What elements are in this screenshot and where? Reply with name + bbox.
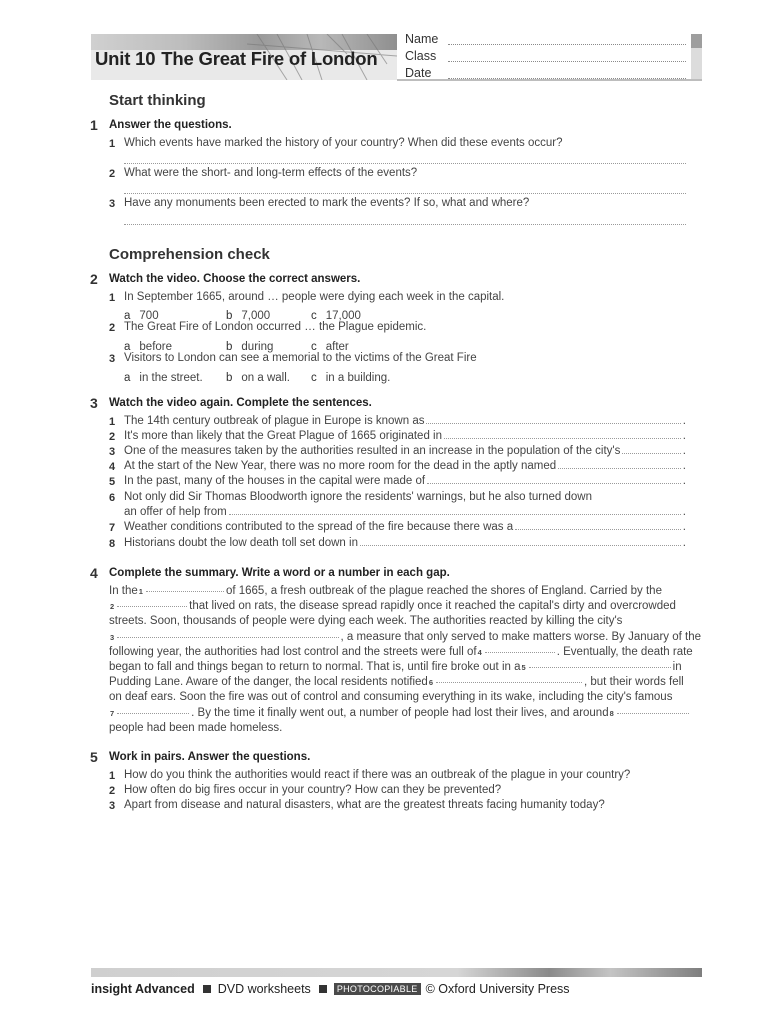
footer-series: DVD worksheets (217, 982, 311, 996)
question-text: Apart from disease and natural disasters, what are the greatest threats facing humanity today? (124, 799, 605, 811)
answer-gap[interactable] (444, 438, 681, 439)
summary-text: In the (109, 585, 138, 597)
answer-gap[interactable] (515, 529, 681, 530)
sentence-text: One of the measures taken by the authorities resulted in an increase in the population of the city's (124, 445, 621, 457)
question-text: What were the short- and long-term effects of the events? (124, 167, 418, 179)
sentence-end: . (682, 415, 686, 427)
option-text: in the street. (139, 372, 203, 384)
summary-gap[interactable] (617, 713, 689, 714)
item-number: 1 (109, 292, 116, 304)
sentence-row (124, 537, 686, 549)
gap-number: 8 (609, 708, 614, 718)
item-number: 1 (109, 138, 116, 150)
answer-gap[interactable] (229, 514, 681, 515)
page-title (95, 48, 377, 70)
sentence-text: Historians doubt the low death toll set down in (124, 537, 358, 549)
summary-text: Pudding Lane. Aware of the danger, the local residents notified (109, 676, 428, 689)
summary-text: , but their words fell (584, 676, 684, 689)
exercise-instruction: Watch the video. Choose the correct answers. (109, 273, 361, 285)
photocopiable-badge: PHOTOCOPIABLE (334, 983, 421, 995)
answer-gap[interactable] (360, 545, 681, 546)
item-number: 2 (109, 168, 116, 180)
summary-text: . Eventually, the death rate (556, 645, 693, 658)
option-text: 7,000 (241, 310, 271, 322)
gap-number: 1 (138, 587, 143, 596)
gap-number: 6 (428, 678, 433, 688)
summary-text: began to fall and things began to return to normal. That is, until fire broke out in a (109, 660, 521, 673)
header-banner (91, 34, 397, 80)
exercise-instruction: Work in pairs. Answer the questions. (109, 751, 311, 763)
footer (91, 982, 570, 996)
gap-number: 4 (477, 647, 482, 657)
exercise-number: 3 (90, 395, 98, 411)
option-text: on a wall. (241, 372, 290, 384)
summary-text: on deaf ears. Soon the fire was out of control and consuming everything in its wake, including the city's famous (109, 691, 673, 704)
item-number: 1 (109, 770, 116, 782)
sentence-end: . (682, 460, 686, 472)
summary-line (109, 721, 701, 736)
sentence-row (124, 430, 686, 442)
option-letter: b (226, 310, 233, 322)
summary-line (109, 599, 701, 614)
exercise-instruction: Watch the video again. Complete the sentences. (109, 397, 372, 409)
summary-line (109, 630, 701, 645)
unit-label: Unit 10 (95, 48, 156, 69)
section-start-thinking: Start thinking (109, 92, 206, 109)
name-field[interactable] (448, 44, 686, 45)
worksheet-title: The Great Fire of London (161, 48, 378, 69)
name-label: Name (405, 32, 439, 46)
answer-line[interactable] (124, 163, 686, 164)
option-letter: a (124, 341, 131, 353)
question-text: In September 1665, around … people were dying each week in the capital. (124, 291, 505, 303)
answer-gap[interactable] (426, 423, 680, 424)
exercise-number: 1 (90, 117, 98, 133)
item-number: 2 (109, 322, 116, 334)
option-letter: a (124, 310, 131, 322)
answer-gap[interactable] (558, 468, 681, 469)
summary-text: that lived on rats, the disease spread rapidly once it reached the capital's dirty and overcrowded (189, 600, 676, 613)
answer-line[interactable] (124, 224, 686, 225)
item-number: 3 (109, 446, 116, 458)
exercise-instruction: Complete the summary. Write a word or a number in each gap. (109, 567, 450, 579)
summary-paragraph (109, 584, 701, 736)
option-text: 17,000 (325, 310, 361, 322)
sentence-end: . (682, 430, 686, 442)
gap-number: 3 (110, 632, 115, 642)
gap-number: 7 (110, 708, 115, 718)
summary-line (109, 706, 701, 721)
item-number: 1 (109, 416, 116, 428)
option-text: 700 (139, 310, 159, 322)
class-field[interactable] (448, 61, 686, 62)
item-number: 2 (109, 785, 116, 797)
answer-line[interactable] (124, 193, 686, 194)
option-letter: a (124, 372, 131, 384)
item-number: 8 (109, 538, 116, 550)
square-bullet-icon (319, 985, 327, 993)
sentence-text: an offer of help from (124, 506, 227, 518)
question-text: Have any monuments been erected to mark the events? If so, what and where? (124, 197, 530, 209)
header-rule (397, 79, 702, 81)
exercise-number: 4 (90, 565, 98, 581)
summary-text: , a measure that only served to make matters worse. By January of the (340, 630, 701, 643)
sentence-text: It's more than likely that the Great Plague of 1665 originated in (124, 430, 442, 442)
item-number: 3 (109, 353, 116, 365)
date-field[interactable] (448, 78, 686, 79)
sentence-end: . (682, 521, 686, 533)
sentence-text: In the past, many of the houses in the capital were made of (124, 475, 426, 487)
option-b[interactable] (226, 368, 290, 386)
summary-gap[interactable] (117, 637, 338, 638)
footer-copyright: © Oxford University Press (425, 982, 570, 996)
sentence-row (124, 475, 686, 487)
exercise-number: 2 (90, 271, 98, 287)
summary-text: people had been made homeless. (109, 721, 283, 734)
option-letter: b (226, 372, 233, 384)
footer-brand: insight Advanced (91, 982, 195, 996)
sentence-row (124, 506, 686, 518)
summary-gap[interactable] (146, 591, 224, 592)
sentence-row (124, 445, 686, 457)
summary-line (109, 660, 701, 675)
option-letter: c (311, 310, 317, 322)
date-label: Date (405, 66, 432, 80)
sentence-end: . (682, 475, 686, 487)
class-label: Class (405, 49, 437, 63)
square-bullet-icon (203, 985, 211, 993)
question-text: Visitors to London can see a memorial to the victims of the Great Fire (124, 352, 477, 364)
item-number: 3 (109, 198, 116, 210)
item-number: 2 (109, 431, 116, 443)
sentence-end: . (682, 537, 686, 549)
summary-gap[interactable] (485, 652, 555, 653)
summary-line (109, 675, 701, 690)
section-comprehension-check: Comprehension check (109, 246, 270, 263)
option-letter: b (226, 341, 233, 353)
question-text: Which events have marked the history of your country? When did these events occur? (124, 137, 563, 149)
question-text: How often do big fires occur in your country? How can they be prevented? (124, 784, 502, 796)
summary-text: of 1665, a fresh outbreak of the plague reached the shores of England. Carried by the (225, 585, 662, 597)
gap-number: 5 (521, 662, 526, 672)
question-text: The Great Fire of London occurred … the Plague epidemic. (124, 321, 427, 333)
summary-gap[interactable] (117, 606, 187, 607)
footer-band (91, 968, 702, 977)
question-text: How do you think the authorities would react if there was an outbreak of the plague in your country? (124, 769, 631, 781)
item-number: 3 (109, 800, 116, 812)
option-text: after (325, 341, 349, 353)
summary-gap[interactable] (529, 667, 671, 668)
option-letter: c (311, 372, 317, 384)
sentence-text: Not only did Sir Thomas Bloodworth ignore the residents' warnings, but he also turned down (124, 491, 592, 503)
sentence-text: Weather conditions contributed to the spread of the fire because there was a (124, 521, 514, 533)
header-right-bar (691, 34, 702, 80)
summary-gap[interactable] (117, 713, 189, 714)
sentence-end: . (682, 506, 686, 518)
item-number: 6 (109, 492, 116, 504)
sentence-row (124, 521, 686, 533)
summary-text: . By the time it finally went out, a number of people had lost their lives, and around (191, 706, 609, 719)
option-letter: c (311, 341, 317, 353)
answer-gap[interactable] (427, 483, 681, 484)
option-c[interactable] (311, 368, 390, 386)
exercise-number: 5 (90, 749, 98, 765)
sentence-text: The 14th century outbreak of plague in Europe is known as (124, 415, 425, 427)
option-text: before (139, 341, 173, 353)
summary-line (109, 584, 701, 599)
sentence-row (124, 415, 686, 427)
answer-gap[interactable] (622, 453, 680, 454)
option-text: during (241, 341, 274, 353)
summary-line (109, 690, 701, 705)
summary-text: in (672, 660, 682, 673)
exercise-instruction: Answer the questions. (109, 119, 232, 131)
gap-number: 2 (110, 602, 115, 612)
summary-text: streets. Soon, thousands of people were dying each week. The authorities reacted by killing the city's (109, 615, 623, 628)
summary-line (109, 614, 701, 629)
summary-gap[interactable] (436, 682, 582, 683)
option-text: in a building. (325, 372, 391, 384)
item-number: 5 (109, 476, 116, 488)
sentence-text: At the start of the New Year, there was no more room for the dead in the aptly named (124, 460, 557, 472)
option-a[interactable] (124, 368, 203, 386)
sentence-end: . (682, 445, 686, 457)
summary-line (109, 645, 701, 660)
summary-text: following year, the authorities had lost control and the streets were full of (109, 645, 477, 658)
item-number: 4 (109, 461, 116, 473)
sentence-row (124, 460, 686, 472)
item-number: 7 (109, 522, 116, 534)
